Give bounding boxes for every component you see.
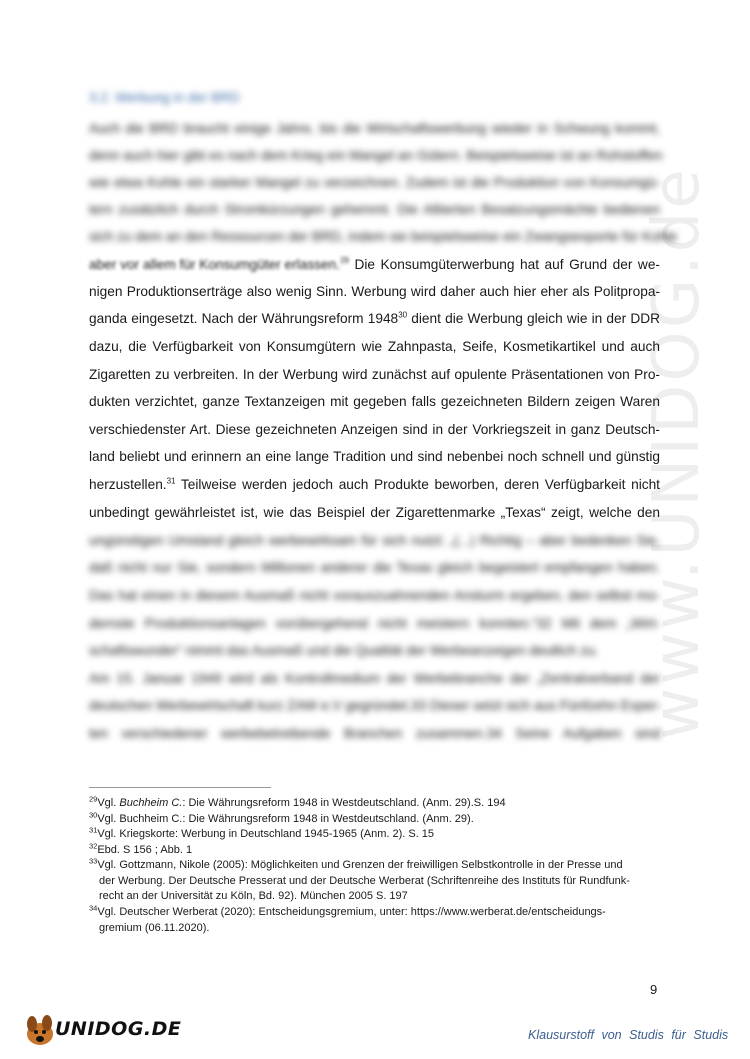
transition-line-blurred: aber vor allem für Konsumgüter erlassen. [89, 257, 341, 272]
footnote-text: gremium (06.11.2020). [99, 921, 210, 934]
blurred-line: tern zusätzlich durch Stromkürzungen gehemmt. Die Alliierten Besatzungsmächte bedienen [89, 202, 660, 217]
watermark-text: www.UNIDOG.de [640, 166, 714, 740]
logo-text: UNIDOG.DE [55, 1018, 182, 1040]
footnote-text: Vgl. Buchheim C.: Die Währungsreform 1948 in Westdeutschland. (Anm. 29). [97, 813, 474, 825]
footnote-text: recht an der Universität zu Köln, Bd. 92). München 2005 S. 197 [99, 890, 408, 903]
body-line: ganda eingesetzt. Nach der Währungsreform 1948$^{30}$ dient die Werbung gleich wie in der DDR [89, 310, 661, 326]
body-line: land beliebt und erinnern an eine lange Tradition und sind nebenbei noch schnell und günstig [89, 449, 660, 464]
body-line: herzustellen.$^{31}$ Teilweise werden jedoch auch Produkte beworben, deren Verfügbarkeit nicht [89, 476, 660, 492]
body-line: verschiedenster Art. Diese gezeichneten Anzeigen sind in der Vorkriegszeit in ganz Deutsch- [89, 422, 660, 437]
footnote [89, 905, 664, 936]
body-line: nigen Produktionserträge also wenig Sinn. Werbung wird daher auch hier eher als Politpropa- [89, 284, 660, 299]
blurred-line: Am 15. Januar 1949 wird als Kontrollmedium der Werbebranche der „Zentralverband der [89, 671, 660, 686]
body-line: unbedingt gewährleistet ist, wie das Beispiel der Zigarettenmarke „Texas“ zeigt, welche den [89, 505, 660, 520]
footnote [89, 843, 664, 859]
footnote-number: 30 [89, 810, 98, 820]
footnote-number: 33 [89, 856, 98, 866]
footnote [89, 812, 664, 828]
transition-line-clear: Die Konsumgüterwerbung hat auf Grund der we- [348, 257, 660, 272]
footnote-text: Vgl. Deutscher Werberat (2020): Entscheidungsgremium, unter: https://www.werberat.de/entscheidungs- [97, 906, 606, 918]
blurred-line: Auch die BRD braucht einige Jahre, bis die Wirtschaftswerbung wieder in Schwung kommt, [89, 121, 660, 136]
blurred-line: sich zu dem an den Ressourcen der BRD, indem sie beispielsweise ein Zwangsexporte für Kohle [89, 229, 678, 244]
section-heading: 3.2. Werbung in der BRD [89, 90, 240, 105]
footnote-number: 34 [89, 903, 98, 913]
footnote-ref: 31 [166, 476, 176, 486]
footnote [89, 858, 664, 905]
blurred-line: Das hat einen in diesem Ausmaß nicht vorauszuahnenden Ansturm ergeben, den selbst mo- [89, 588, 660, 603]
blurred-line: deutschen Werbewirtschaft kurz ZAW e.V gegründet.33 Dieser setzt sich aus Fünfzehn Exper- [89, 698, 662, 713]
footer-tagline: Klausurstoff von Studis für Studis [528, 1028, 729, 1042]
blurred-line: denn auch hier gibt es nach dem Krieg ein Mangel an Gütern. Beispielsweise ist an Rohstoffen [89, 148, 663, 163]
footnote-author: Buchheim C. [119, 797, 183, 809]
footnote-number: 31 [89, 825, 98, 835]
footnote-ref: 30 [398, 310, 408, 320]
footnote-text: der Werbung. Der Deutsche Presserat und der Deutsche Werberat (Schriftenreihe des Instituts für Rundfunk- [99, 874, 630, 887]
footnote-ref: 29 [340, 256, 349, 266]
footnote-text: Vgl. Buchheim C.: Die Währungsreform 1948 in Westdeutschland. (Anm. 29).S. 194 [97, 797, 506, 809]
blurred-line: ungünstigen Umstand gleich werbewirksam für sich nutzt: „(...) Richtig – aber bedenken Sie, [89, 533, 660, 548]
blurred-line: schaftswunder“ nimmt das Ausmaß und die Qualität der Werbeanzeigen deutlich zu. [89, 643, 599, 658]
footnote-text: Ebd. S 156 ; Abb. 1 [97, 844, 193, 856]
page-number: 9 [650, 982, 658, 997]
body-line: dazu, die Verfügbarkeit von Konsumgütern wie Zahnpasta, Seife, Kosmetikartikel und auch [89, 339, 660, 354]
transition-line [89, 251, 660, 278]
body-line: Zigaretten zu verbreiten. In der Werbung wird zunächst auf opulente Präsentationen von Pro- [89, 367, 660, 382]
blurred-line: daß nicht nur Sie, sondern Millionen anderer die Texas gleich begeistert empfangen haben. [89, 560, 660, 575]
footnote-number: 32 [89, 841, 98, 851]
footnote-divider [89, 787, 271, 788]
blurred-line: ten verschiedener werbebetreibende Branchen zusammen.34 Seine Aufgaben sind [89, 726, 660, 741]
body-line: dukten verzichtet, ganze Textanzeigen mit gegeben falls gezeichneten Bildern zeigen Waren [89, 394, 660, 409]
footnote-number: 29 [89, 794, 98, 804]
blurred-line: dernste Produktionsanlagen vorübergehend nicht meistern konnten.“32 Mit dem „Wirt- [89, 616, 660, 631]
blurred-line: wie etwa Kohle ein starker Mangel zu verzeichnen. Zudem ist die Produktion von Konsumgü- [89, 175, 660, 190]
footnote [89, 796, 664, 812]
footnote [89, 827, 664, 843]
footnote-text: Vgl. Gottzmann, Nikole (2005): Möglichkeiten und Grenzen der freiwilligen Selbstkontrolle in der Presse und [97, 859, 623, 871]
footnote-text: Vgl. Kriegskorte: Werbung in Deutschland 1945-1965 (Anm. 2). S. 15 [97, 828, 435, 840]
